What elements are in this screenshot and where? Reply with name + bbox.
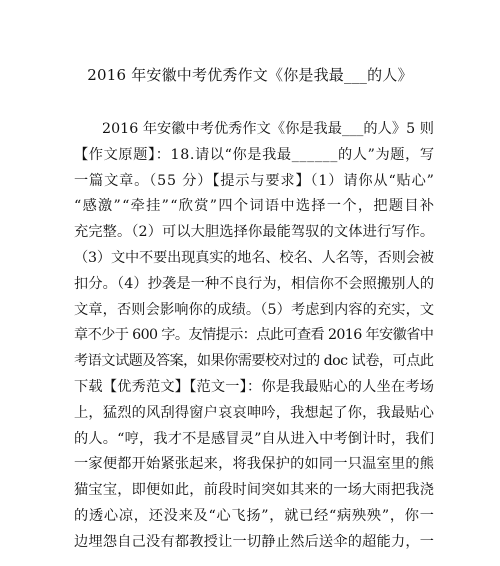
body-line: 【作文原题】：18.请以“你是我最______的人”为题，写 — [74, 146, 435, 163]
body-line: 猫宝宝，即便如此，前段时间突如其来的一场大雨把我浇 — [74, 482, 435, 499]
body-line: “感激”“牵挂”“欣赏”四个词语中选择一个，把题目补 — [74, 198, 436, 215]
body-line: 扣分。（4）抄袭是一种不良行为，相信你不会照搬别人的 — [74, 275, 435, 292]
body-line: 边埋怨自己没有都教授让一切静止然后送伞的超能力，一 — [74, 533, 435, 550]
document-title: 2016 年安徽中考优秀作文《你是我最___的人》 — [87, 66, 413, 84]
body-line: 的透心凉，还没来及“心飞扬”，就已经“病殃殃”，你一 — [74, 507, 435, 524]
body-line: 的人。“哼，我才不是感冒灵”自从进入中考倒计时，我们 — [74, 430, 435, 447]
document-body — [74, 117, 434, 556]
body-line: （3）文中不要出现真实的地名、校名、人名等，否则会被 — [74, 249, 434, 266]
body-line: 章不少于 600 字。友情提示：点此可查看 2016 年安徽省中 — [74, 327, 434, 344]
body-line: 一家便都开始紧张起来，将我保护的如同一只温室里的熊 — [74, 456, 435, 473]
body-line: 考语文试题及答案，如果你需要校对过的 doc 试卷，可点此 — [74, 353, 434, 370]
body-line: 一篇文章。（55 分）【提示与要求】（1）请你从“贴心” — [74, 172, 435, 189]
body-line: 下载【优秀范文】【范文一】：你是我最贴心的人坐在考场 — [74, 378, 435, 395]
body-line: 充完整。（2）可以大胆选择你最能驾驭的文体进行写作。 — [74, 224, 435, 241]
body-line: 上，猛烈的风刮得窗户哀哀呻吟，我想起了你，我最贴心 — [74, 404, 435, 421]
body-line: 文章，否则会影响你的成绩。（5）考虑到内容的充实，文 — [74, 301, 435, 318]
body-line: 2016 年安徽中考优秀作文《你是我最___的人》5 则 — [102, 121, 434, 137]
